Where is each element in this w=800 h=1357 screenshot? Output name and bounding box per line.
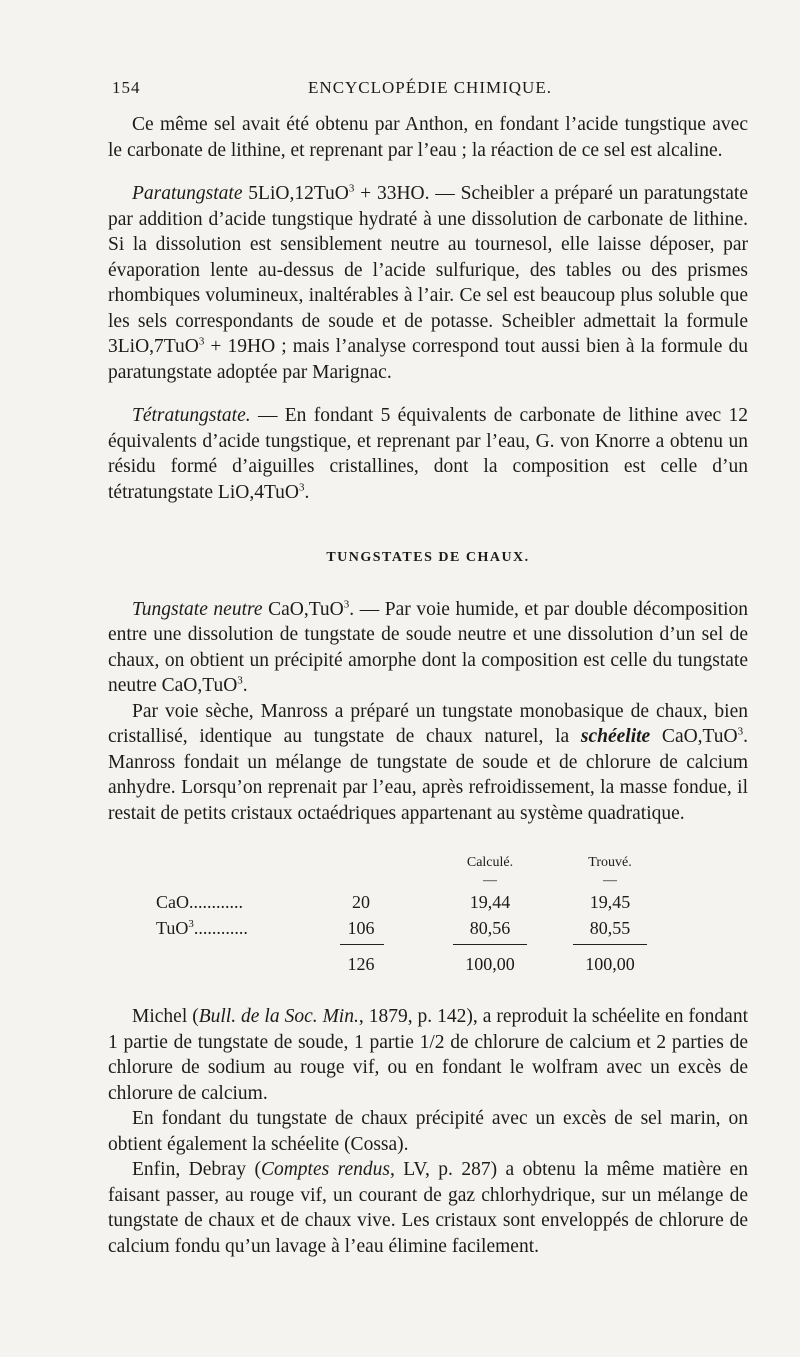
- paragraph-anthon: Ce même sel avait été obtenu par Anthon, en fondant l’acide tungstique avec le carbonate de lithine, et reprenant par l’eau ; la réaction de ce sel est alcaline.: [108, 114, 748, 161]
- row-found-cao: 19,45: [589, 892, 631, 912]
- body-text-top: [108, 112, 748, 1259]
- header-trouve: Trouvé.: [588, 855, 632, 870]
- total-eq: 126: [347, 954, 375, 974]
- section-title: TUNGSTATES DE CHAUX.: [326, 550, 530, 565]
- header-calcule: Calculé.: [466, 855, 514, 870]
- row-found-tuo3: 80,55: [589, 918, 631, 938]
- total-calc: 100,00: [465, 954, 515, 974]
- dash-calcule: —: [483, 873, 497, 888]
- running-title: ENCYCLOPÉDIE CHIMIQUE.: [308, 78, 552, 97]
- paragraph-tetratungstate: Tétratungstate. — En fondant 5 équivalents de carbonate de lithine avec 12 équivalents d’acide tungstique, et reprenant par l’eau, G. von Knorre a obtenu un résidu formé d’aiguilles cristallines, dont la composition est celle d’un tétratungstate LiO,4TuO$^3$.: [108, 405, 748, 503]
- row-eq-tuo3: 106: [347, 918, 375, 938]
- reference-comptes-rendus: Comptes rendus: [260, 1159, 390, 1180]
- paragraph-paratungstate: Paratungstate 5LiO,12TuO$^3$ + 33HO. — Scheibler a préparé un paratungstate par addition d’acide tungstique hydraté à une dissolution de carbonate de lithine. Si la dissolution est sensiblement neutre au tournesol, elle laisse déposer, par évaporation lente au-dessus de l’acide sulfurique, des tables ou des prismes rhombiques volumineux, inaltérables à l’air. Ce sel est beaucoup plus soluble que les sels correspondants de soude et de potasse. Scheibler admettait la formule 3LiO,7TuO$^3$ + 19HO ; mais l’analyse correspond tout aussi bien à la formule du paratungstate adoptée par Marignac.: [108, 182, 748, 383]
- total-rule-calc: [453, 944, 527, 945]
- total-rule-found: [573, 944, 647, 945]
- paragraph-cossa: En fondant du tungstate de chaux précipité avec un excès de sel marin, on obtient également la schéelite (Cossa).: [108, 1108, 748, 1155]
- total-found: 100,00: [585, 954, 635, 974]
- paragraph-debray: Enfin, Debray (Comptes rendus, LV, p. 287) a obtenu la même matière en faisant passer, au rouge vif, un courant de gaz chlorhydrique, sur un mélange de tungstate de chaux et de chaux vive. Les cristaux sont enveloppés de chlorure de calcium fondu qu’un lavage à l’eau élimine facilement.: [108, 1159, 749, 1257]
- tetratungstate-title: Tétratungstate.: [132, 405, 251, 426]
- tungstate-neutre-title: Tungstate neutre: [132, 598, 263, 620]
- paragraph-manross: Par voie sèche, Manross a préparé un tungstate monobasique de chaux, bien cristallisé, identique au tungstate de chaux naturel, la schéelite CaO,TuO$^3$. Manross fondait un mélange de tungstate de soude et de chlorure de calcium anhydre. Lorsqu’on reprenait par l’eau, après refroidissement, la masse fondue, il restait de petits cristaux octaédriques appartenant au système quadratique.: [108, 700, 748, 824]
- row-calc-cao: 19,44: [469, 892, 511, 912]
- paragraph-michel: Michel (Bull. de la Soc. Min., 1879, p. 142), a reproduit la schéelite en fondant 1 partie de tungstate de soude, 1 partie 1/2 de chlorure de calcium et 2 parties de chlorure de sodium au rouge vif, ou en fondant le wolfram avec un excès de chlorure de calcium.: [108, 1006, 748, 1104]
- page-number: 154: [112, 78, 141, 97]
- paratungstate-title: Paratungstate: [132, 183, 243, 204]
- page-header: [112, 78, 748, 102]
- row-label-cao: CaO............: [156, 892, 243, 912]
- row-label-tuo3: TuO$^3$............: [156, 918, 248, 938]
- total-rule-eq: [340, 944, 384, 945]
- paragraph-tungstate-neutre: Tungstate neutre CaO,TuO$^3$. — Par voie humide, et par double décomposition entre une dissolution de tungstate de soude neutre et une dissolution d’un sel de chaux, on obtient un précipité amorphe dont la composition est celle du tungstate neutre CaO,TuO$^3$.: [108, 598, 748, 696]
- composition-table: [108, 826, 748, 1004]
- reference-bull-soc-min: Bull. de la Soc. Min.: [198, 1006, 359, 1027]
- dash-trouve: —: [603, 873, 617, 888]
- schéelite-term: schéelite: [580, 726, 651, 747]
- row-calc-tuo3: 80,56: [469, 918, 511, 938]
- row-eq-cao: 20: [352, 892, 370, 912]
